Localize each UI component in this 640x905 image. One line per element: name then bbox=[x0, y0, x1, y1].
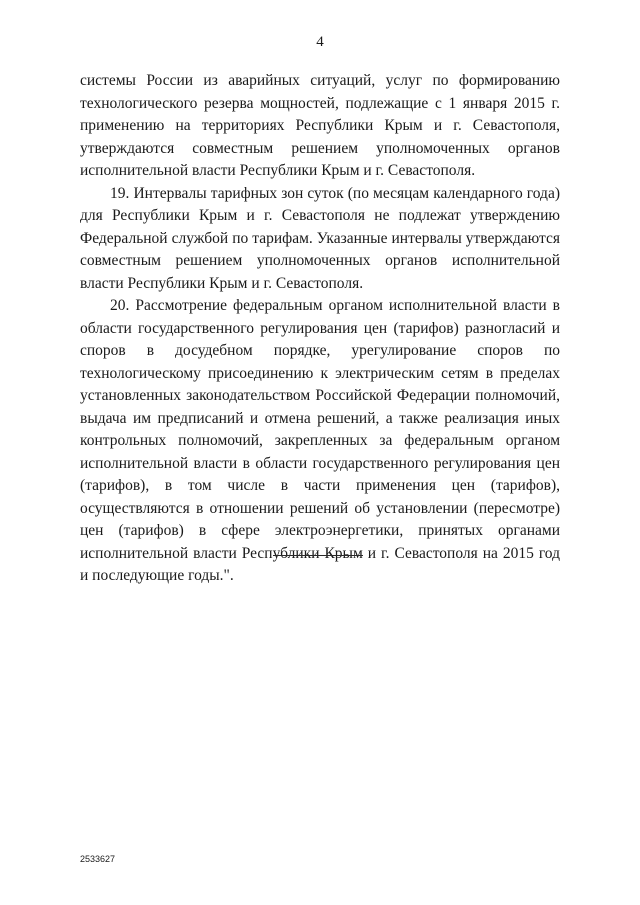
paragraph-20: 20. Рассмотрение федеральным органом исполнительной власти в области государственного регулирования цен (тарифов) разногласий и споров в досудебном порядке, урегулирование споров по технологическому присоединению к электрическим сетям в пределах установленных законодательством Российской Федерации полномочий, выдача им предписаний и отмена решений, а также реализация иных контрольных полномочий, закрепленных за федеральным органом исполнительной власти в области государственного регулирования цен (тарифов), в том числе в части применения цен (тарифов), осуществляются в отношении решений об установлении (пересмотре) цен (тарифов) в сфере электроэнергетики, принятых органами исполнительной власти Республики Крым и г. Севастополя на 2015 год и последующие годы.". bbox=[80, 297, 560, 584]
paragraph-continuation: системы России из аварийных ситуаций, услуг по формированию технологического резерва мощностей, подлежащие с 1 января 2015 г. применению на территориях Республики Крым и г. Севастополя, утверждаются совместным решением уполномоченных органов исполнительной власти Республики Крым и г. Севастополя. bbox=[80, 72, 560, 179]
paragraph-19: 19. Интервалы тарифных зон суток (по месяцам календарного года) для Республики Крым и г. Севастополя не подлежат утверждению Федеральной службой по тарифам. Указанные интервалы утверждаются совместным решением уполномоченных органов исполнительной власти Республики Крым и г. Севастополя. bbox=[80, 184, 560, 292]
page-number: 4 bbox=[316, 34, 324, 50]
document-body bbox=[80, 70, 560, 588]
end-of-text-rule bbox=[273, 555, 363, 556]
document-id: 2533627 bbox=[80, 854, 116, 864]
